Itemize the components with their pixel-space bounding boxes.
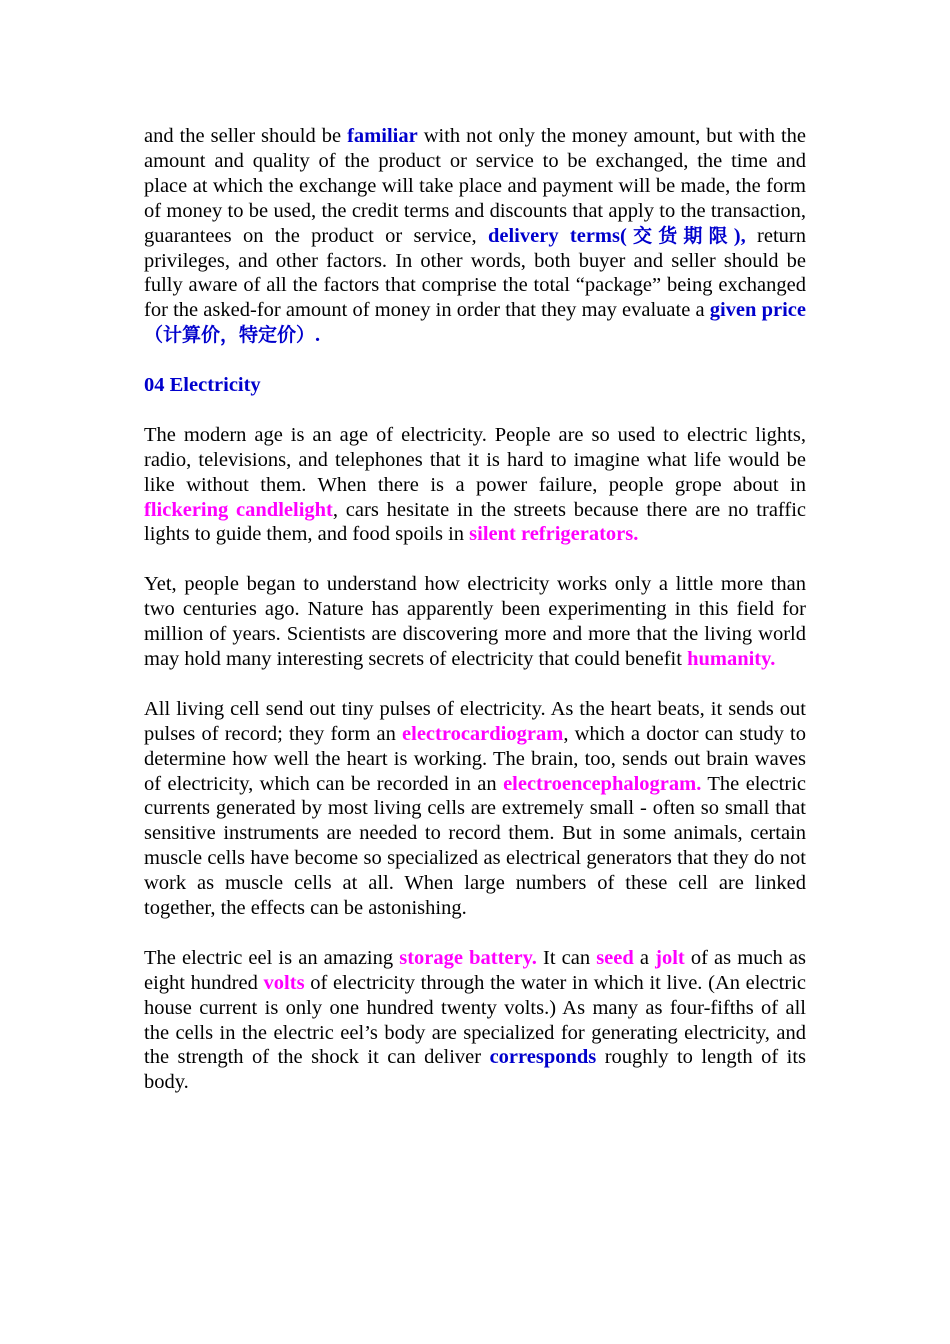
- paragraph-text: , which a doctor can study to determine how well the heart is working. The brain, too, sends out brain waves of electricity, which can be recorded in an: [144, 722, 806, 795]
- section-heading: 04 Electricity: [144, 374, 261, 397]
- paragraph-text: with not only the money amount, but with the amount and quality of the product or service to be exchanged, the time and place at which the exchange will take place and payment will be made, the form of money to be used, the credit terms and discounts that apply to the transaction, guarantees on the product or service,: [144, 125, 806, 247]
- paragraph-text: Yet, people began to understand how electricity works only a little more than two centuries ago. Nature has apparently been experimenting in this field for million of years. Scientists are discovering more and more that the living world may hold many interesting secrets of electricity that could benefit: [144, 573, 806, 670]
- paragraph-text: and the seller should be: [144, 125, 348, 147]
- paragraph-text: a: [633, 946, 656, 969]
- paragraph-text: All living cell send out tiny pulses of electricity. As the heart beats, it sends out pulses of record; they form an: [144, 697, 806, 745]
- keyword-familiar: familiar: [347, 125, 418, 147]
- keyword-text: ),: [733, 224, 746, 247]
- paragraph-text: The modern age is an age of electricity. People are so used to electric lights, radio, televisions, and telephones that it is hard to imagine what life would be like without them. When there is a power failure, people grope about in: [144, 423, 806, 496]
- paragraph-pricing-factors: [144, 124, 806, 348]
- keyword-humanity: humanity.: [687, 647, 776, 670]
- keyword-volts: volts: [263, 971, 305, 994]
- keyword-jolt: jolt: [655, 946, 685, 969]
- paragraph-modern-age: [144, 423, 806, 548]
- keyword-delivery-terms: [488, 225, 746, 247]
- paragraph-text: roughly to length of its body.: [144, 1046, 807, 1094]
- paragraph-text: return privileges, and other factors. In other words, both buyer and seller should be fully aware of all the factors that comprise the total “package” being exchanged for the asked-for amount of money in order that they may evaluate a: [144, 224, 807, 322]
- keyword-corresponds: corresponds: [489, 1046, 597, 1069]
- keyword-seed: seed: [596, 946, 634, 969]
- paragraph-text: , cars hesitate in the streets because there are no traffic lights to guide them, and food spoils in: [144, 498, 806, 546]
- paragraph-living-cells: [144, 697, 806, 921]
- keyword-text: delivery terms(: [487, 224, 627, 247]
- paragraph-understanding-electricity: [144, 572, 806, 672]
- keyword-electroencephalogram: electroencephalogram.: [503, 772, 702, 795]
- keyword-translation: （计算价，特定价）: [144, 324, 316, 347]
- keyword-flickering-candlelight: flickering candlelight: [144, 498, 333, 521]
- keyword-silent-refrigerators: silent refrigerators.: [469, 523, 639, 546]
- keyword-electrocardiogram: electrocardiogram: [402, 722, 564, 745]
- paragraph-text: It can: [536, 946, 597, 969]
- paragraph-electric-eel: [144, 946, 806, 1095]
- keyword-translation: 交货期限: [626, 224, 734, 247]
- keyword-text: given price: [709, 299, 806, 322]
- keyword-text: .: [315, 324, 321, 347]
- document-page: [144, 124, 806, 1120]
- paragraph-text: The electric currents generated by most living cells are extremely small - often so small that sensitive instruments are needed to record them. But in some animals, certain muscle cells have become so specialized as electrical generators that they do not work as muscle cells at all. When large numbers of these cell are linked together, the effects can be astonishing.: [144, 772, 807, 920]
- paragraph-text: of as much as eight hundred: [144, 946, 806, 994]
- paragraph-text: of electricity through the water in which it live. (An electric house current is only one hundred twenty volts.) As many as four-fifths of all the cells in the electric eel’s body are specialized for generating electricity, and the strength of the shock it can deliver: [144, 971, 806, 1069]
- paragraph-text: The electric eel is an amazing: [144, 946, 400, 969]
- keyword-storage-battery: storage battery.: [399, 946, 537, 969]
